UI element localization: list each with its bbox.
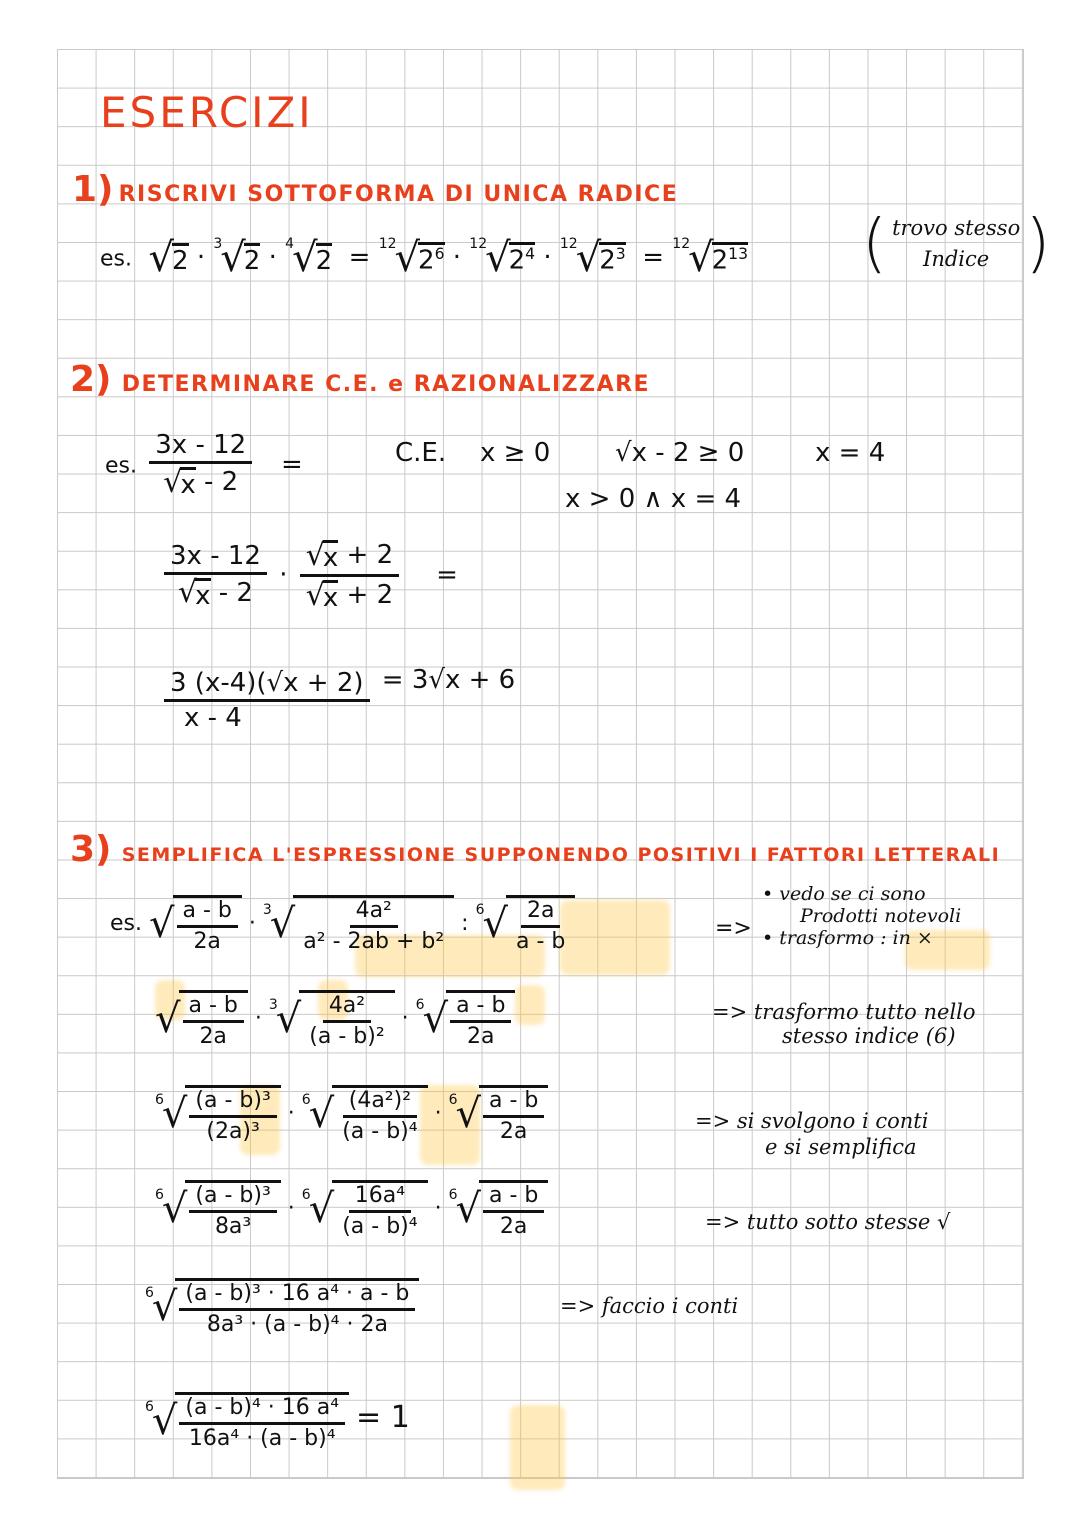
example-prefix: es.: [100, 246, 132, 272]
radical: 12 √ $2^4$: [469, 235, 536, 281]
domain-combined: x > 0 ∧ x = 4: [565, 484, 742, 514]
exercise-3-line-1: es. √ $\frac{a - b}{2a}$ · 3 √ $\frac{\text{4a²}}{\text{a² - 2ab + b²}}$ : 6 √ $\frac{2a}{a - b}$: [110, 895, 575, 953]
domain-condition-3: x = 4: [815, 438, 886, 468]
exercise-2-step-1: es. 3x - 12 √ x - 2 =: [105, 430, 303, 500]
exercise-3-note-5: => faccio i conti: [560, 1294, 739, 1318]
exercise-3-line-4: 6 √ $\frac{\text{(a - b)³}}{\text{8a³}}$ · 6 √ $\frac{\text{16a⁴}}{\text{(a - b)⁴}}$ · 6 √ $\frac{a - b}{2a}$: [155, 1180, 548, 1238]
domain-condition-label: C.E.: [395, 438, 447, 468]
highlight: [560, 900, 670, 975]
exercise-2-step-3: $\frac{3 (x-4)(√x + 2)}{x - 4}$ = 3√x + 6: [160, 670, 515, 731]
exercise-3-line-5: 6 √ $\frac{\text{(a - b)³ · 16 a⁴ · a - b}}{\text{8a³ · (a - b)⁴ · 2a}}$: [145, 1278, 419, 1336]
exercise-1-note: ( trovo stesso Indice ): [862, 207, 1051, 281]
exercise-2-heading: 2) DETERMINARE C.E. e RAZIONALIZZARE: [70, 359, 651, 400]
exercise-3-line-6: 6 √ $\frac{\text{(a - b)⁴ · 16 a⁴}}{\text{16a⁴ · (a - b)⁴}}$ = 1: [145, 1392, 410, 1450]
highlight: [510, 1405, 565, 1490]
exercise-3-heading: 3) SEMPLIFICA L'ESPRESSIONE SUPPONENDO POSITIVI I FATTORI LETTERALI: [70, 829, 1001, 870]
exercise-heading-text: RISCRIVI SOTTOFORMA DI UNICA RADICE: [118, 182, 679, 207]
radical: 12 √ $2^3$: [559, 235, 626, 281]
radical: 12 √ $2^6$: [378, 235, 445, 281]
exercise-3-note-1: • vedo se ci sono Prodotti notevoli • trasformo : in ×: [762, 883, 962, 949]
domain-condition-2: √x - 2 ≥ 0: [615, 438, 745, 468]
exercise-number: 1): [72, 169, 114, 210]
radical: 3 √ 2: [213, 235, 261, 281]
exercise-3-note-3: => si svolgono i conti e si semplifica: [695, 1109, 929, 1160]
exercise-3-line-2: √ $\frac{a - b}{2a}$ · 3 √ $\frac{\text{4a²}}{\text{(a - b)²}}$ · 6 √ $\frac{a - b}{2a}$: [155, 990, 515, 1048]
exercise-2-step-2: 3x - 12 √ x - 2 · √ x + 2 √ x + 2 =: [160, 540, 458, 611]
fraction: 3x - 12 √ x - 2: [149, 432, 252, 498]
radical: 4 √ 2: [285, 235, 333, 281]
exercise-2-result: = 3√x + 6: [381, 665, 516, 695]
highlight: [515, 985, 545, 1025]
arrow: =>: [715, 916, 752, 941]
exercise-3-note-2: => trasformo tutto nello stesso indice (6): [712, 1000, 976, 1049]
final-result: = 1: [356, 1400, 410, 1435]
radical: 12 √ $2^{13}$: [672, 235, 748, 281]
exercise-1-expression: es. √ 2 · 3 √ 2 · 4 √ 2 = 12 √ $2^6$ · 12 √ $2^4$ · 12 √ $2^3$ = 12 √ $2^{13}$: [100, 235, 748, 281]
radical: √ 2: [148, 235, 189, 281]
page-title: ESERCIZI: [100, 88, 314, 137]
exercise-3-line-3: 6 √ $\frac{\text{(a - b)³}}{\text{(2a)³}}$ · 6 √ $\frac{\text{(4a²)²}}{\text{(a - b)⁴}}$ · 6 √ $\frac{a - b}{2a}$: [155, 1085, 548, 1143]
exercise-3-note-4: => tutto sotto stesse √: [705, 1210, 951, 1234]
domain-condition-1: x ≥ 0: [480, 438, 551, 468]
exercise-1-heading: [72, 169, 679, 210]
